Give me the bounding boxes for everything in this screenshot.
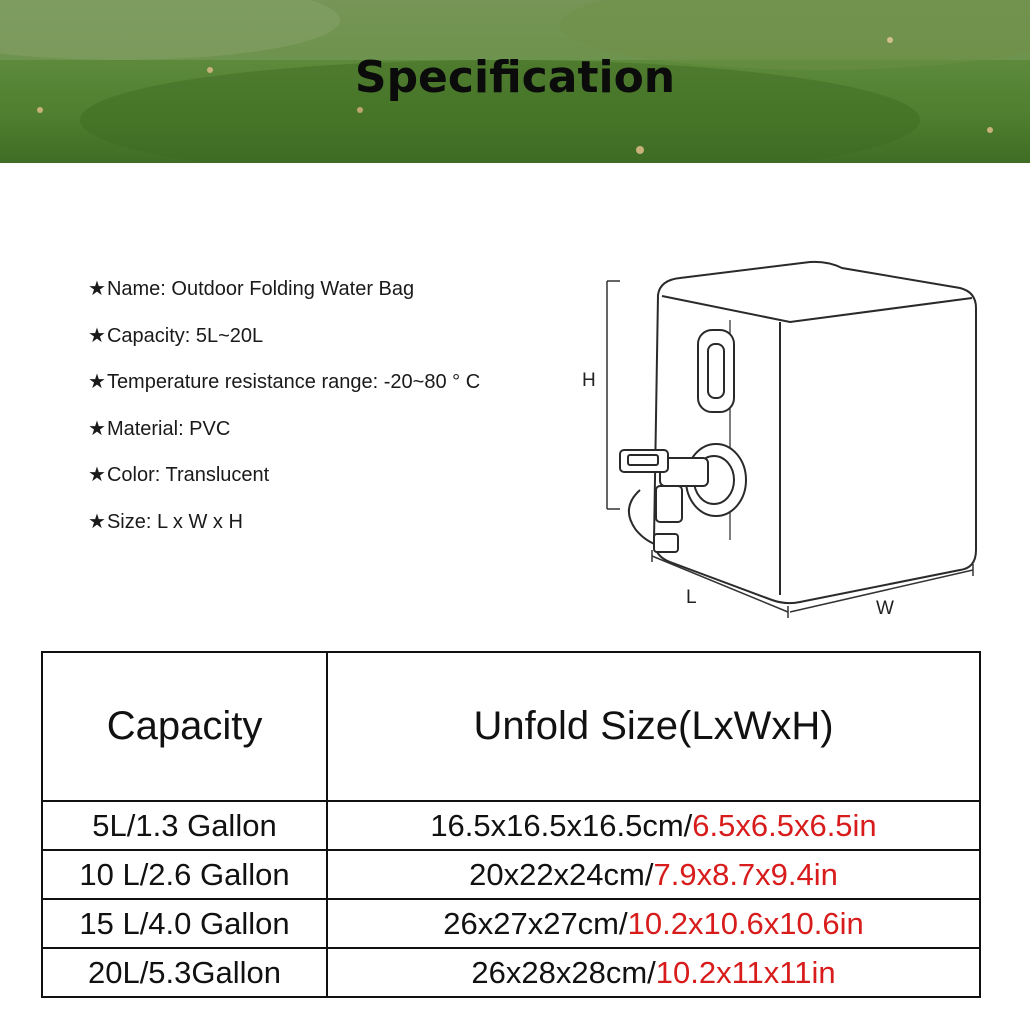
spec-item-capacity bbox=[88, 321, 608, 368]
water-bag-body bbox=[654, 262, 976, 603]
spec-item-color bbox=[88, 460, 608, 507]
size-cm: 26x28x28cm/ bbox=[471, 954, 656, 990]
size-cell bbox=[327, 850, 980, 899]
spec-list bbox=[88, 274, 608, 554]
table-row bbox=[42, 948, 980, 997]
star-icon: ★ bbox=[88, 510, 106, 533]
size-inch: 10.2x10.6x10.6in bbox=[627, 905, 864, 941]
spec-text: Size: L x W x H bbox=[106, 510, 243, 533]
capacity-cell: 15 L/4.0 Gallon bbox=[42, 899, 327, 948]
star-icon: ★ bbox=[88, 324, 106, 347]
height-dimension-line bbox=[607, 281, 620, 509]
handle-icon bbox=[698, 330, 734, 412]
star-icon: ★ bbox=[88, 464, 106, 487]
table-row bbox=[42, 850, 980, 899]
width-label: W bbox=[876, 598, 894, 619]
capacity-cell: 10 L/2.6 Gallon bbox=[42, 850, 327, 899]
capacity-cell: 20L/5.3Gallon bbox=[42, 948, 327, 997]
grass-banner bbox=[0, 0, 1030, 163]
height-label: H bbox=[582, 370, 596, 391]
spec-text: Material: PVC bbox=[106, 417, 231, 440]
star-icon: ★ bbox=[88, 278, 106, 300]
spec-text: Temperature resistance range: -20~80 ° C bbox=[106, 371, 481, 394]
spec-item-name bbox=[88, 274, 608, 321]
size-inch: 10.2x11x11in bbox=[655, 954, 836, 990]
water-bag-diagram bbox=[580, 250, 1000, 630]
spec-item-size bbox=[88, 507, 608, 554]
table-row bbox=[42, 899, 980, 948]
size-table bbox=[41, 651, 981, 998]
header-capacity: Capacity bbox=[42, 652, 327, 801]
size-inch: 7.9x8.7x9.4in bbox=[653, 856, 838, 892]
spec-text: Capacity: 5L~20L bbox=[106, 324, 264, 347]
capacity-cell: 5L/1.3 Gallon bbox=[42, 801, 327, 850]
spec-text: Name: Outdoor Folding Water Bag bbox=[106, 278, 415, 300]
size-cell bbox=[327, 948, 980, 997]
header-unfold-size: Unfold Size(LxWxH) bbox=[327, 652, 980, 801]
size-cm: 26x27x27cm/ bbox=[443, 905, 628, 941]
size-cm: 20x22x24cm/ bbox=[469, 856, 654, 892]
size-inch: 6.5x6.5x6.5in bbox=[692, 807, 877, 843]
star-icon: ★ bbox=[88, 371, 106, 394]
star-icon: ★ bbox=[88, 417, 106, 440]
table-header-row bbox=[42, 652, 980, 801]
spec-text: Color: Translucent bbox=[106, 464, 270, 487]
size-cell bbox=[327, 801, 980, 850]
length-label: L bbox=[686, 587, 697, 608]
page-title: Specification bbox=[354, 52, 676, 103]
spec-item-temperature bbox=[88, 367, 608, 414]
table-row bbox=[42, 801, 980, 850]
spec-item-material bbox=[88, 414, 608, 461]
size-cm: 16.5x16.5x16.5cm/ bbox=[430, 807, 693, 843]
size-cell bbox=[327, 899, 980, 948]
